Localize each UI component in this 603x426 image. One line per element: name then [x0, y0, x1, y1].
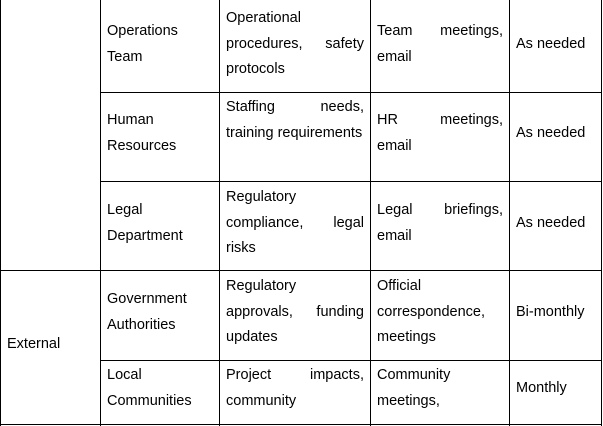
method-cell: Official correspondence, meetings	[377, 278, 486, 345]
stakeholder-cell: Government Authorities	[107, 291, 187, 333]
frequency-cell: As needed	[516, 125, 586, 141]
method-cell: Legal briefings, email	[377, 202, 503, 244]
stakeholder-cell: Local Communities	[107, 367, 192, 409]
grid-line-row4	[100, 360, 602, 361]
grid-line-col4	[509, 0, 510, 426]
method-cell: Community meetings,	[377, 367, 451, 409]
grid-line-row1	[100, 92, 602, 93]
grid-line-col3	[370, 0, 371, 426]
grid-line-row3	[0, 270, 602, 271]
grid-line-right	[601, 0, 602, 426]
stakeholder-cell: Human Resources	[107, 112, 177, 154]
grid-line-col2	[219, 0, 220, 426]
grid-line-bottom	[0, 424, 602, 425]
category-external: External	[7, 336, 61, 352]
stakeholder-cell: Legal Department	[107, 202, 183, 244]
frequency-cell: Monthly	[516, 380, 567, 396]
grid-line-col1	[100, 0, 101, 426]
information-cell: Operational procedures, safety protocols	[226, 10, 364, 77]
information-cell: Staffing needs, training requirements	[226, 99, 364, 141]
information-cell: Regulatory approvals, funding updates	[226, 278, 364, 345]
frequency-cell: As needed	[516, 215, 586, 231]
grid-line-left	[0, 0, 1, 426]
frequency-cell: As needed	[516, 36, 586, 52]
grid-line-row2	[100, 181, 602, 182]
method-cell: Team meetings, email	[377, 23, 503, 65]
method-cell: HR meetings, email	[377, 112, 503, 154]
information-cell: Project impacts, community	[226, 367, 364, 409]
stakeholder-cell: Operations Team	[107, 23, 178, 65]
information-cell: Regulatory compliance, legal risks	[226, 189, 364, 256]
frequency-cell: Bi-monthly	[516, 304, 585, 320]
